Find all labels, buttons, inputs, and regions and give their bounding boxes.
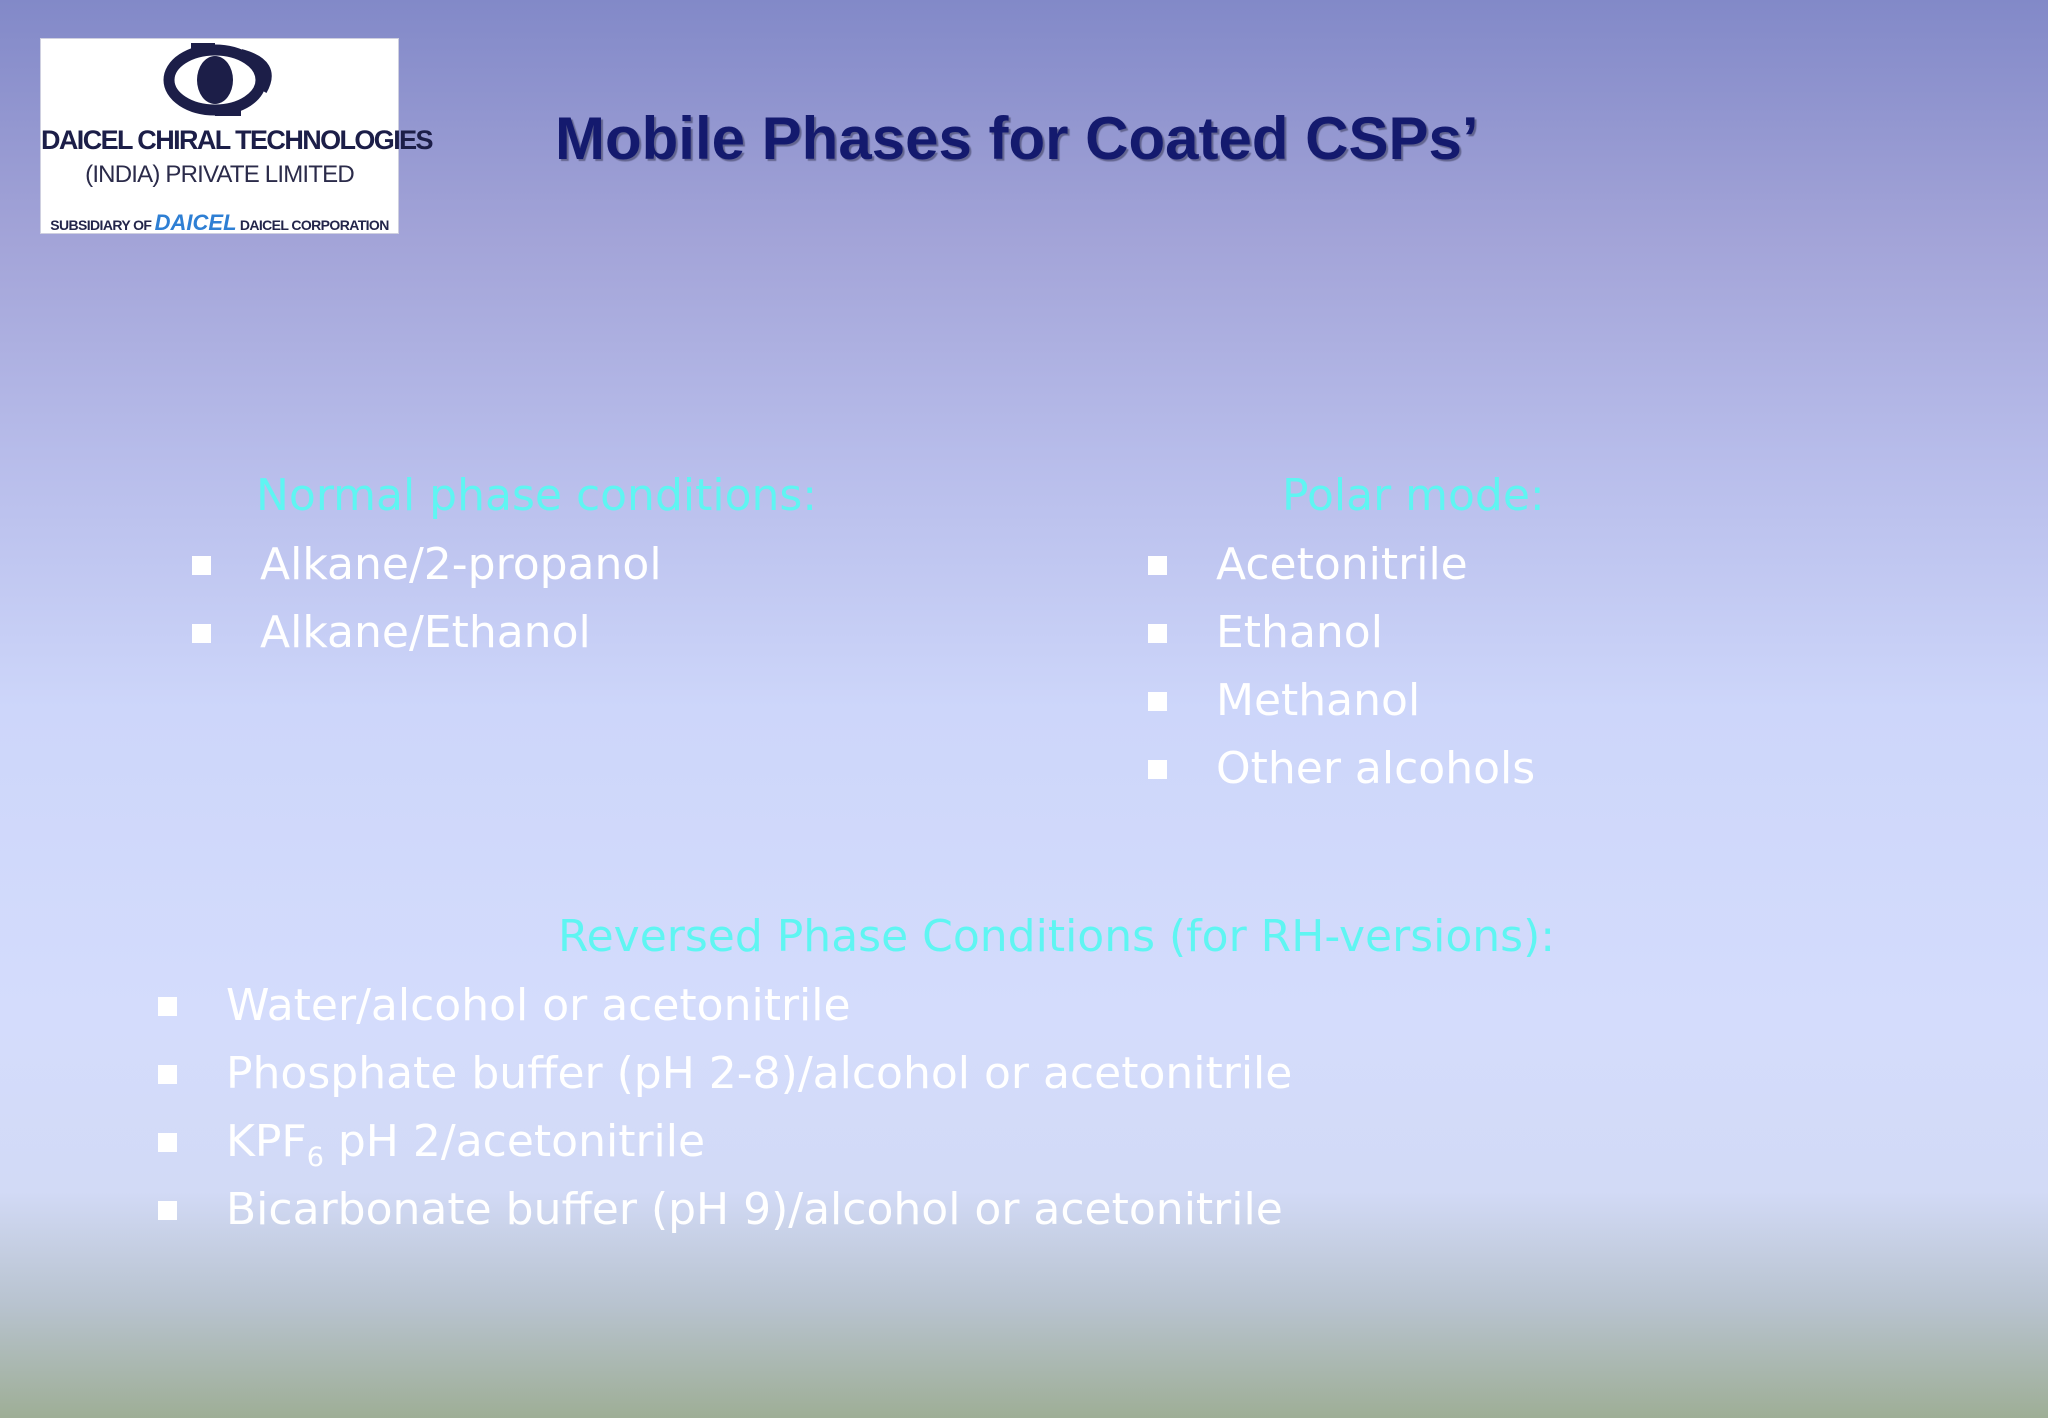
bullet-square-icon [192,624,211,643]
logo-company-name: DAICEL CHIRAL TECHNOLOGIES [41,125,432,155]
logo-subsidiary-line [41,210,398,236]
list-item-text: Alkane/Ethanol [260,607,591,658]
slide-title: Mobile Phases for Coated CSPs’ [555,105,1479,172]
bullet-square-icon [192,556,211,575]
list-item-text: Other alcohols [1216,743,1536,794]
list-item-text: Ethanol [1216,607,1383,658]
list-item-text: Bicarbonate buffer (pH 9)/alcohol or acetonitrile [226,1184,1283,1235]
bullet-square-icon [158,997,177,1016]
bullet-square-icon [158,1065,177,1084]
list-item-text: Phosphate buffer (pH 2-8)/alcohol or acetonitrile [226,1048,1293,1099]
reversed-phase-heading: Reversed Phase Conditions (for RH-versions): [558,911,1556,962]
formula-subscript: 6 [306,1142,324,1173]
logo-subsidiary-prefix: SUBSIDIARY OF [50,217,152,233]
bullet-square-icon [158,1133,177,1152]
bullet-square-icon [158,1201,177,1220]
logo-brand: DAICEL [154,210,237,235]
daicel-emblem-icon [41,39,400,129]
bullet-square-icon [1148,760,1167,779]
list-item-text [226,1108,705,1176]
bullet-square-icon [1148,692,1167,711]
list-item-text: Water/alcohol or acetonitrile [226,980,851,1031]
normal-phase-heading: Normal phase conditions: [256,470,818,521]
bullet-square-icon [1148,556,1167,575]
list-item-text: Methanol [1216,675,1421,726]
logo-parent: DAICEL CORPORATION [239,217,389,233]
formula-rest: pH 2/acetonitrile [323,1116,706,1167]
company-logo [40,38,432,235]
formula-base: KPF [226,1116,307,1167]
list-item-text: Alkane/2-propanol [260,539,662,590]
bullet-square-icon [1148,624,1167,643]
list-item-text: Acetonitrile [1216,539,1468,590]
logo-subline: (INDIA) PRIVATE LIMITED [85,161,354,188]
polar-mode-heading: Polar mode: [1282,470,1545,521]
